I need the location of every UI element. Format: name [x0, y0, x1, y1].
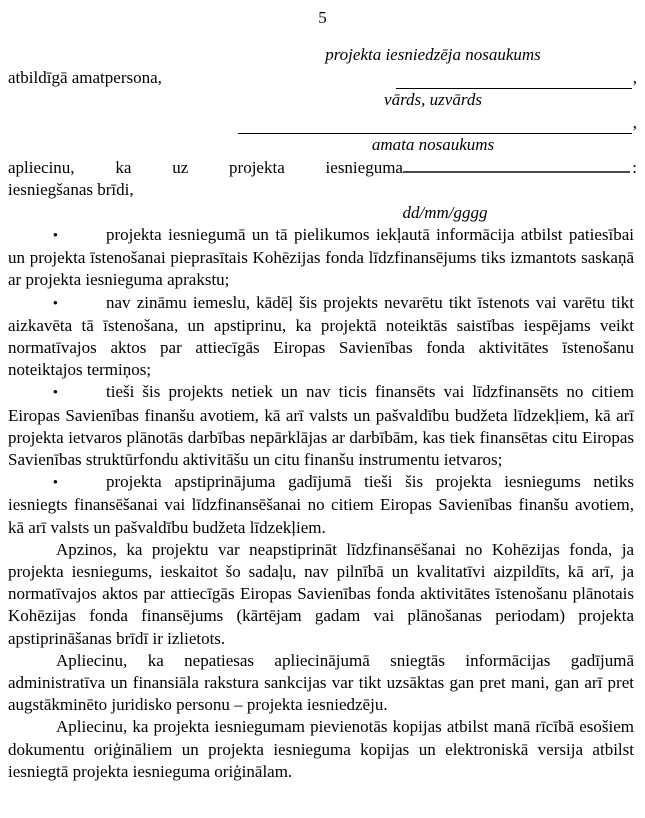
- caption-project-submitter: projekta iesniedzēja nosaukums: [325, 45, 541, 64]
- bullet-dot-icon: •: [52, 385, 58, 402]
- bullet-item: [8, 381, 634, 471]
- paragraph: Apzinos, ka projektu var neapstiprināt līdzfinansēšanai no Kohēzijas fonda, ja projekta iesniegums, ieskaitot šo sadaļu, nav pilnībā un kvalitatīvi aizpildīts, kā arī, ja normatīvajos aktos par attiecīgās Eiropas Savienības fonda aktivitātes īstenošanu plānotais Kohēzijas fonda finansējums (kārtējam gadam vai plānošanas periodam) projekta apstiprināšanas brīdī ir izlietots.: [8, 539, 634, 648]
- confirmation-word-1: ka: [115, 158, 132, 177]
- bullet-dot-icon: •: [52, 295, 58, 312]
- bullet-text: projekta iesniegumā un tā pielikumos iekļautā informācija atbilst patiesībai un projekta īstenošanai pieprasītais Kohēzijas fonda līdzfinansējums tiks izmantots saskaņā ar projekta iesnieguma aprakstu;: [8, 225, 634, 290]
- position-title-fill-line[interactable]: [238, 115, 632, 134]
- confirmation-word-2: uz: [172, 158, 189, 177]
- confirmation-word-0: apliecinu,: [8, 158, 75, 177]
- paragraph: Apliecinu, ka nepatiesas apliecinājumā sniegtās informācijas gadījumā administratīva un finansiāla rakstura sankcijas var tikt uzsāktas gan pret mani, gan arī pret augstākminēto juridisko personu – projekta iesniedzēju.: [8, 650, 634, 715]
- confirmation-block: [8, 156, 637, 224]
- bullet-item: [8, 292, 634, 382]
- name-line-trailing-comma: ,: [632, 68, 637, 87]
- signature-block: [8, 44, 637, 155]
- bullet-text: nav zināmu iemeslu, kādēļ šis projekts nevarētu tikt īstenots vai varētu tikt aizkavēta tā īstenošana, un apstiprinu, ka projektā noteiktās saistības iespējams veikt normatīvajos aktos par attiecīgās Eiropas Savienības fonda aktivitātes īstenošanu noteiktajos termiņos;: [8, 292, 634, 380]
- confirmation-words: [8, 157, 403, 179]
- bullet-item: [8, 224, 634, 292]
- page-number: 5: [318, 8, 327, 27]
- confirmation-colon: :: [632, 158, 637, 177]
- bullet-dot-icon: •: [52, 475, 58, 492]
- responsible-person-label: atbildīgā amatpersona,: [8, 68, 162, 87]
- bullet-text: tieši šis projekts netiek un nav ticis finansēts vai līdzfinansēts no citiem Eiropas Savienības finanšu avotiem, kā arī valsts un pašvaldību budžeta līdzekļiem, kā arī projekta ietvaros plānotās darbības nepārklājas ar darbībām, kas tiek finansētas citu Eiropas Savienības struktūrfondu aktivitāšu un citu finanšu instrumentu ietvaros;: [8, 382, 634, 470]
- responsible-person-row: [8, 65, 637, 89]
- confirmation-line-2: iesniegšanas brīdi,: [8, 180, 134, 199]
- confirmation-word-4: iesnieguma: [325, 158, 403, 177]
- bullet-lead: [8, 224, 106, 247]
- caption-name-surname: vārds, uzvārds: [384, 90, 482, 109]
- bullet-dot-icon: •: [52, 228, 58, 244]
- bullet-lead: [8, 381, 106, 404]
- bullet-lead: [8, 471, 106, 494]
- paragraph: Apliecinu, ka projekta iesniegumam pievienotās kopijas atbilst manā rīcībā esošiem dokumentu oriģināliem un projekta iesnieguma kopijas un elektroniskā versija atbilst iesniegtā projekta iesnieguma oriģinālam.: [8, 717, 634, 781]
- date-format-caption: dd/mm/gggg: [402, 203, 488, 222]
- position-title-row: [8, 110, 637, 134]
- submission-date-fill-line[interactable]: [403, 156, 630, 173]
- body-content: [8, 224, 634, 783]
- bullet-item: [8, 471, 634, 539]
- confirmation-word-3: projekta: [229, 158, 285, 177]
- bullet-lead: [8, 292, 106, 315]
- position-line-trailing-comma: ,: [632, 113, 637, 132]
- name-surname-fill-line[interactable]: [396, 70, 632, 89]
- bullet-text: projekta apstiprinājuma gadījumā tieši šis projekta iesniegums netiks iesniegts finansēšanai vai līdzfinansēšanai no citiem Eiropas Savienības finanšu avotiem, kā arī valsts un pašvaldību budžeta līdzekļiem.: [8, 472, 634, 537]
- caption-position-title: amata nosaukums: [371, 135, 495, 154]
- confirmation-line-1: [8, 156, 637, 179]
